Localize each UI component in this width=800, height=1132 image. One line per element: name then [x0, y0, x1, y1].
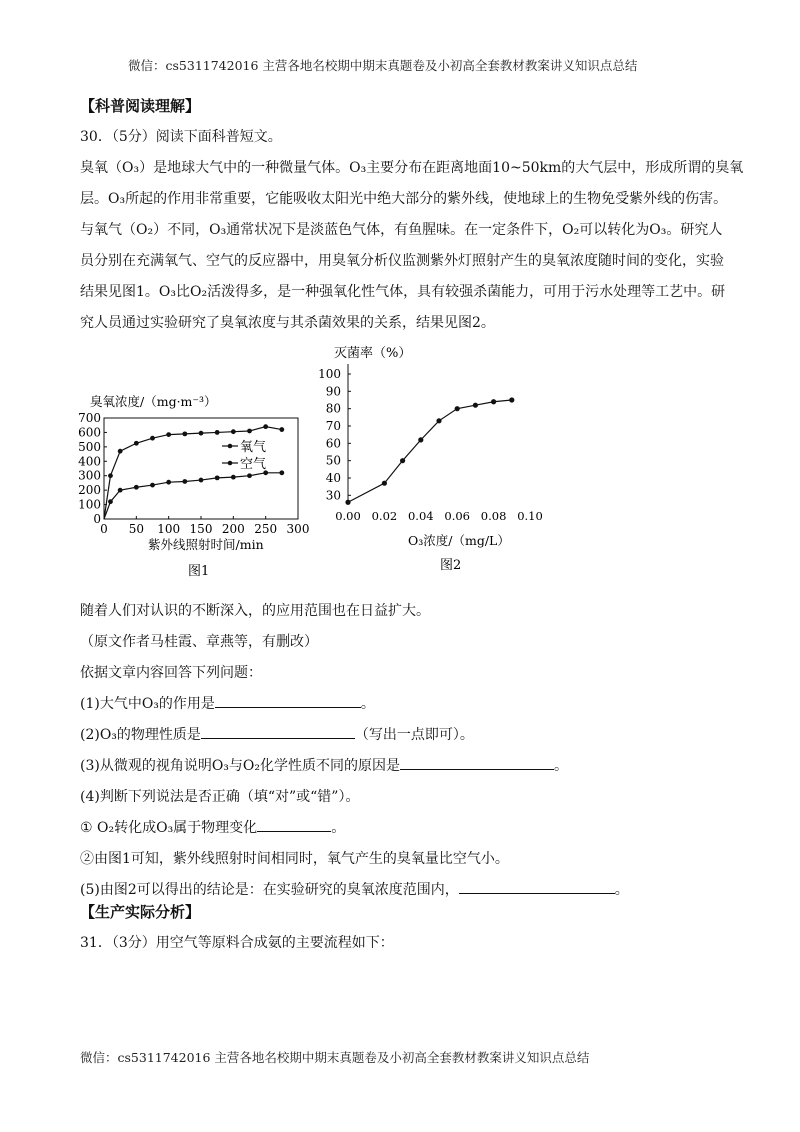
- fig1-xtick-label: 0: [100, 522, 108, 536]
- fig2-data-point: [491, 399, 496, 404]
- fig2-ytick-label: 90: [325, 384, 341, 399]
- fig1-oxygen-point: [118, 449, 123, 454]
- fig1-oxygen-point: [182, 431, 187, 436]
- fig1-ytick-label: 200: [78, 483, 101, 498]
- page-header: 微信：cs5311742016 主营各地名校期中期末真题卷及小初高全套教材教案讲义知识点总结: [128, 58, 638, 73]
- question-5-end: 。: [614, 882, 629, 898]
- fig2-ylabel: 灭菌率（%）: [334, 346, 412, 361]
- fig1-caption: 图1: [188, 564, 210, 579]
- fig1-ytick-label: 400: [78, 454, 101, 469]
- legend-oxygen-label: 氧气: [240, 440, 267, 455]
- fig1-oxygen-point: [134, 441, 139, 446]
- paragraph-line: 层。O₃所起的作用非常重要，它能吸收太阳光中绝大部分的紫外线，使地球上的生物免受紫外线的伤害。: [80, 191, 728, 207]
- fig2-xtick-label: 0.06: [444, 509, 471, 523]
- fig1-oxygen-point: [150, 436, 155, 441]
- fig2-xtick-label: 0.02: [371, 509, 398, 523]
- fig1-ylabel: 臭氧浓度/（mg·m⁻³）: [90, 394, 217, 409]
- fig1-ytick-label: 500: [78, 439, 101, 454]
- question-2-text: (2)O₃的物理性质是: [80, 727, 201, 743]
- fig2-xtick-label: 0.00: [335, 509, 361, 523]
- fig2-data-point: [382, 481, 387, 486]
- paragraph-line: 结果见图1。O₃比O₂活泼得多，是一种强氧化性气体，具有较强杀菌能力，可用于污水处理等工艺中。研: [80, 284, 726, 300]
- question-4b: ②由图1可知，紫外线照射时间相同时，氧气产生的臭氧量比空气小。: [80, 851, 509, 867]
- fig2-data-point: [473, 403, 478, 408]
- fig1-xtick-label: 50: [128, 522, 144, 536]
- question-4a-text: ① O₂转化成O₃属于物理变化: [80, 820, 258, 836]
- fig1-air-point: [150, 483, 155, 488]
- fig1-ytick-label: 700: [78, 411, 101, 425]
- fig1-ytick-label: 100: [78, 497, 101, 512]
- fig1-oxygen-point: [199, 431, 204, 436]
- answer-intro: 依据文章内容回答下列问题：: [80, 665, 262, 681]
- fig2-ytick-label: 70: [325, 419, 341, 433]
- fig1-oxygen-point: [215, 430, 220, 435]
- fig1-xtick-label: 250: [254, 522, 278, 536]
- fig2-ytick-label: 80: [325, 401, 341, 416]
- fig1-ytick-label: 300: [78, 468, 101, 483]
- section-title-science-reading: 【科普阅读理解】: [80, 97, 201, 115]
- question-5: [80, 879, 629, 899]
- fig2-data-point: [436, 418, 441, 423]
- fig2-ytick-label: 50: [325, 453, 341, 468]
- answer-blank-4a[interactable]: [257, 817, 331, 832]
- fig1-air-line: [104, 473, 282, 519]
- fig2-data-point: [400, 458, 405, 463]
- answer-blank-3[interactable]: [400, 755, 554, 770]
- fig2-xtick-label: 0.10: [517, 509, 543, 523]
- question-4a: [80, 817, 345, 837]
- fig2-caption: 图2: [440, 558, 462, 573]
- fig1-xtick-label: 100: [157, 522, 181, 536]
- fig1-oxygen-point: [231, 429, 236, 434]
- fig1-oxygen-point: [263, 424, 268, 429]
- fig2-data-point: [509, 397, 514, 402]
- fig1-air-point: [166, 480, 171, 485]
- fig1-oxygen-point: [166, 432, 171, 437]
- question-1-text: (1)大气中O₃的作用是: [80, 696, 215, 712]
- section-title-production: 【生产实际分析】: [80, 903, 201, 921]
- page-footer: 微信：cs5311742016 主营各地名校期中期末真题卷及小初高全套教材教案讲义知识点总结: [80, 1050, 590, 1065]
- fig1-xtick-label: 200: [221, 522, 245, 536]
- paragraph-line: 究人员通过实验研究了臭氧浓度与其杀菌效果的关系，结果见图2。: [80, 315, 495, 331]
- after-figure-text: 随着人们对认识的不断深入，的应用范围也在日益扩大。: [80, 603, 430, 619]
- fig1-air-point: [279, 470, 284, 475]
- question-2-end: （写出一点即可）。: [354, 727, 474, 743]
- paragraph-line: 员分别在充满氧气、空气的反应器中，用臭氧分析仪监测紫外灯照射产生的臭氧浓度随时间的变化，实验: [80, 253, 724, 269]
- source-note: （原文作者马桂霞、章燕等，有删改）: [80, 634, 318, 650]
- fig1-legend: [222, 440, 266, 472]
- question-3-text: (3)从微观的视角说明O₃与O₂化学性质不同的原因是: [80, 758, 401, 774]
- question-1-end: 。: [360, 696, 375, 712]
- question-3: [80, 755, 568, 775]
- legend-air-label: 空气: [240, 457, 267, 472]
- fig1-ytick-label: 600: [78, 425, 101, 440]
- answer-blank-2[interactable]: [201, 724, 355, 739]
- question-2: [80, 724, 474, 744]
- fig2-ytick-label: 100: [318, 367, 341, 381]
- figure-1-ozone-vs-time: [72, 388, 322, 583]
- figure-2-sterilization-vs-ozone: [308, 340, 548, 575]
- question-4: (4)判断下列说法是否正确（填“对”或“错”）。: [80, 789, 360, 805]
- fig2-xlabel: O₃浓度/（mg/L）: [408, 533, 510, 548]
- fig2-sterilization-line: [348, 400, 512, 502]
- fig1-ytick-label: 0: [93, 512, 101, 526]
- fig2-ytick-label: 40: [325, 471, 341, 485]
- answer-blank-1[interactable]: [215, 693, 361, 708]
- fig1-air-point: [134, 485, 139, 490]
- fig1-oxygen-point: [247, 429, 252, 434]
- question-4a-end: 。: [331, 820, 346, 836]
- fig2-ytick-label: 60: [325, 436, 341, 451]
- legend-air-marker: [228, 461, 233, 466]
- fig1-xtick-label: 150: [189, 522, 213, 536]
- fig1-oxygen-point: [108, 473, 113, 478]
- fig1-air-point: [231, 475, 236, 480]
- fig1-xtick-label: 300: [286, 522, 310, 536]
- legend-oxygen-marker: [228, 444, 233, 449]
- question-31-intro: 31．（3分）用空气等原料合成氨的主要流程如下：: [80, 935, 394, 951]
- answer-blank-5[interactable]: [459, 879, 615, 894]
- fig2-data-point: [418, 437, 423, 442]
- paragraph-line: 臭氧（O₃）是地球大气中的一种微量气体。O₃主要分布在距离地面10~50km的大气层中，形成所谓的臭氧: [80, 160, 744, 176]
- fig2-xtick-label: 0.04: [407, 509, 434, 523]
- fig1-air-point: [182, 479, 187, 484]
- fig2-ytick-label: 30: [325, 488, 341, 503]
- fig2-xtick-label: 0.08: [480, 509, 507, 523]
- fig1-air-point: [199, 478, 204, 483]
- fig1-air-point: [247, 473, 252, 478]
- question-3-end: 。: [554, 758, 569, 774]
- fig2-data-point: [345, 500, 350, 505]
- fig1-air-point: [108, 499, 113, 504]
- fig1-air-point: [118, 488, 123, 493]
- fig1-air-point: [215, 475, 220, 480]
- question-1: [80, 693, 375, 713]
- question-5-text: (5)由图2可以得出的结论是：在实验研究的臭氧浓度范围内，: [80, 882, 459, 898]
- paragraph-line: 与氧气（O₂）不同，O₃通常状况下是淡蓝色气体，有鱼腥味。在一定条件下，O₂可以转化为O₃。研究人: [80, 222, 723, 238]
- question-30-intro: 30．（5分）阅读下面科普短文。: [80, 129, 282, 145]
- fig1-oxygen-point: [279, 427, 284, 432]
- fig2-data-point: [455, 406, 460, 411]
- fig1-xlabel: 紫外线照射时间/min: [148, 537, 264, 552]
